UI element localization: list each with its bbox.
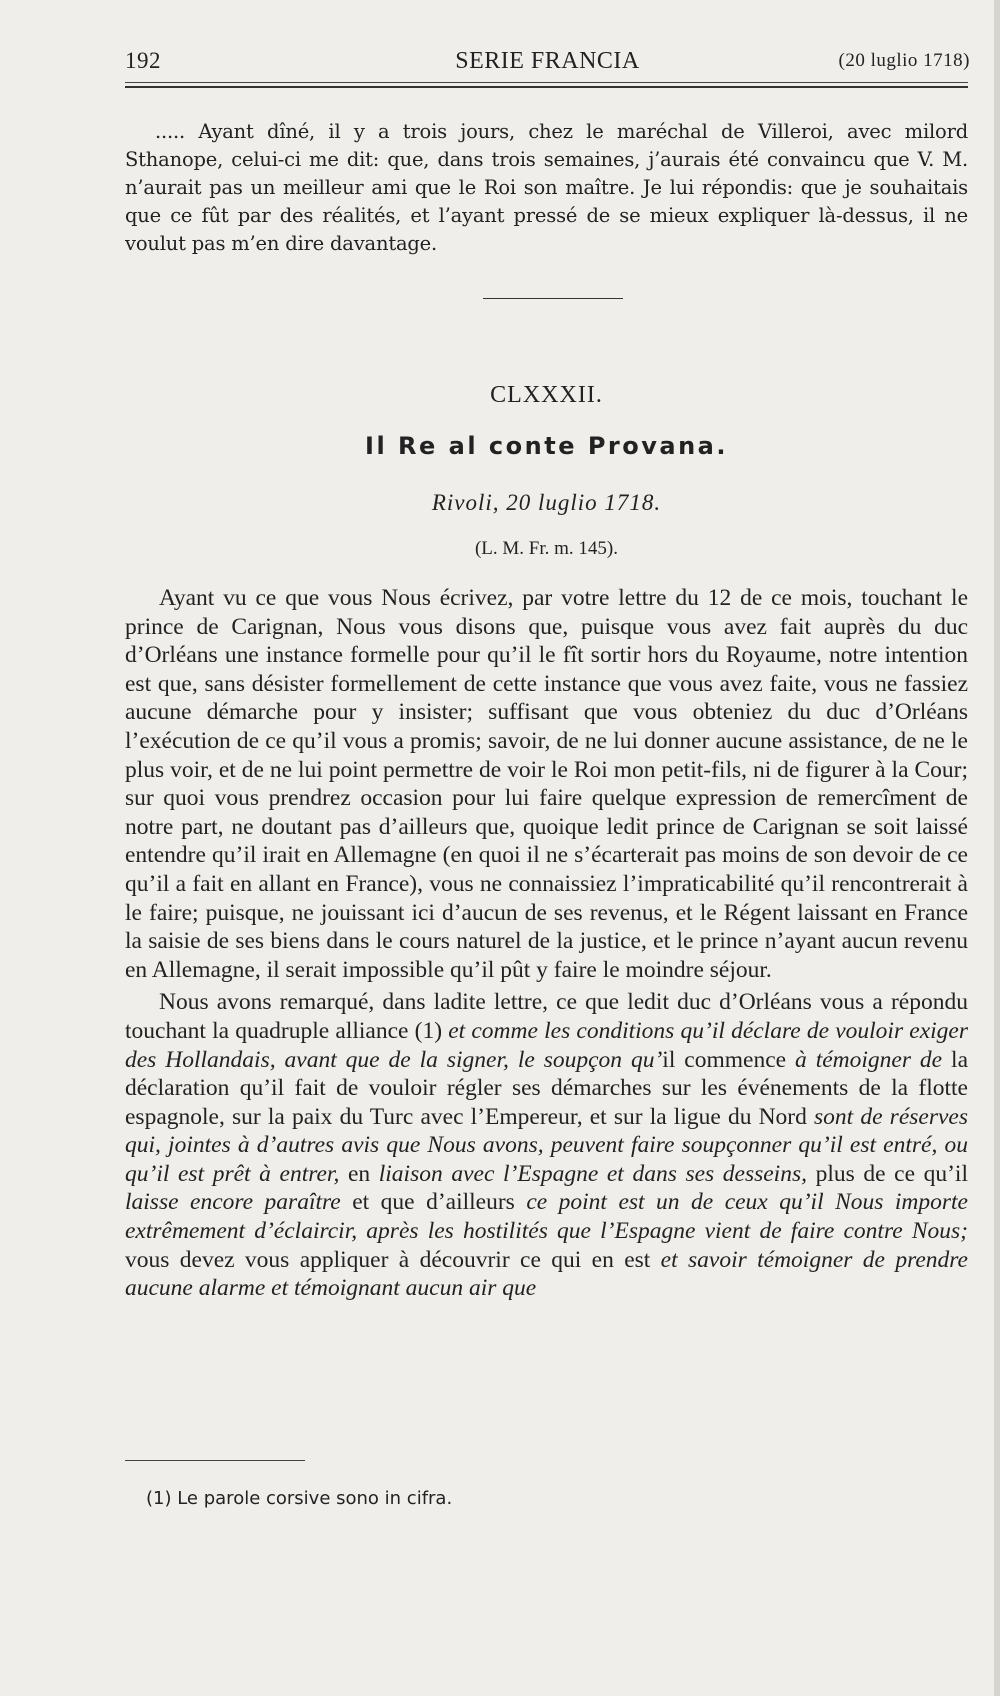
document-source: (L. M. Fr. m. 145).	[474, 538, 619, 559]
text-run: il commence	[662, 1046, 796, 1073]
document-title: Il Re al conte Provana.	[365, 432, 728, 460]
cipher-text: et comme les conditions qu’il déclare de vouloir exiger des Hollandais, avant que de la signer, le soupçon qu’	[125, 1017, 968, 1073]
text-run: et que d’ailleurs	[340, 1189, 527, 1216]
footnote: (1) Le parole corsive sono in cifra.	[146, 1488, 453, 1509]
cipher-text: sont de réserves qui, jointes à d’autres avis que Nous avons, peuvent faire soupçonner qu’il est entré, ou qu’il est prêt à entrer,	[125, 1103, 968, 1187]
page-edge	[994, 0, 1000, 1696]
text-run: Nous avons remarqué, dans ladite lettre, ce que ledit duc d’Orléans vous a répondu touchant la quadruple alliance (1)	[125, 989, 968, 1044]
cipher-text: liaison avec l’Espagne et dans ses desseins,	[378, 1160, 807, 1187]
text-run: en	[339, 1160, 379, 1187]
header-rule	[125, 82, 968, 83]
document-place-date: Rivoli, 20 luglio 1718.	[431, 490, 662, 515]
running-title: SERIE FRANCIA	[455, 48, 640, 74]
previous-letter-paragraph: ..... Ayant dîné, il y a trois jours, chez le maréchal de Villeroi, avec milord Sthanope, celui-ci me dit: que, dans trois semaines, j’aurais été convaincu que V. M. n’aurait pas un meilleur ami que le Roi son maître. Je lui répondis: que je souhaitais que ce fût par des réalités, et l’ayant pressé de se mieux expliquer là-dessus, il ne voulut pas m’en dire davantage.	[125, 120, 968, 255]
previous-letter-excerpt	[125, 118, 968, 258]
cipher-text: à témoigner de	[795, 1046, 943, 1073]
cipher-text: laisse encore paraître	[125, 1189, 341, 1216]
page-header	[125, 48, 970, 78]
cipher-text: et savoir témoigner de prendre aucune alarme et témoignant aucun air que	[125, 1246, 968, 1302]
document-number: CLXXXII.	[490, 382, 603, 408]
header-rule-thick	[125, 86, 968, 88]
text-run: vous devez vous appliquer à découvrir ce qui en est	[125, 1246, 661, 1273]
cipher-text: ce point est un de ceux qu’il Nous importe extrêmement d’éclaircir, après les hostilités que l’Espagne vient de faire contre Nous;	[125, 1189, 968, 1245]
section-separator	[483, 298, 623, 299]
body-paragraph-2	[125, 988, 968, 1303]
letter-body	[125, 584, 968, 1303]
page-number: 192	[125, 48, 161, 73]
text-run: plus de ce qu’il	[806, 1160, 968, 1187]
body-paragraph-1: Ayant vu ce que vous Nous écrivez, par votre lettre du 12 de ce mois, touchant le prince de Carignan, Nous vous disons que, puisque vous avez fait auprès du duc d’Orléans une instance formelle pour qu’il le fît sortir hors du Royaume, notre intention est que, sans désister formellement de cette instance que vous avez faite, vous ne fassiez aucune démarche pour y insister; suffisant que vous obteniez du duc d’Orléans l’exécution de ce qu’il vous a promis; savoir, de ne lui donner aucune assistance, de ne le plus voir, et de ne lui point permettre de voir le Roi mon petit-fils, ni de figurer à la Cour; sur quoi vous prendrez occasion pour lui faire quelque expression de remercîment de notre part, ne doutant pas d’ailleurs que, quoique ledit prince de Carignan se soit laissé entendre qu’il irait en Allemagne (en quoi il ne s’écarterait pas moins de son devoir de ce qu’il a fait en allant en France), vous ne connaissiez l’impraticabilité qu’il rencontrerait à le faire; puisque, ne jouissant ici d’aucun de ses revenus, et le Régent laissant en France la saisie de ses biens dans le cours naturel de la justice, et le prince n’ayant aucun revenu en Allemagne, il serait impossible qu’il pût y faire le moindre séjour.	[125, 585, 968, 983]
header-date: (20 luglio 1718)	[838, 50, 970, 71]
footnote-rule	[125, 1460, 305, 1461]
text-run: la déclaration qu’il fait de vouloir régler ses démarches sur les événements de la flotte espagnole, sur la paix du Turc avec l’Empereur, et sur la ligue du Nord	[125, 1046, 969, 1130]
